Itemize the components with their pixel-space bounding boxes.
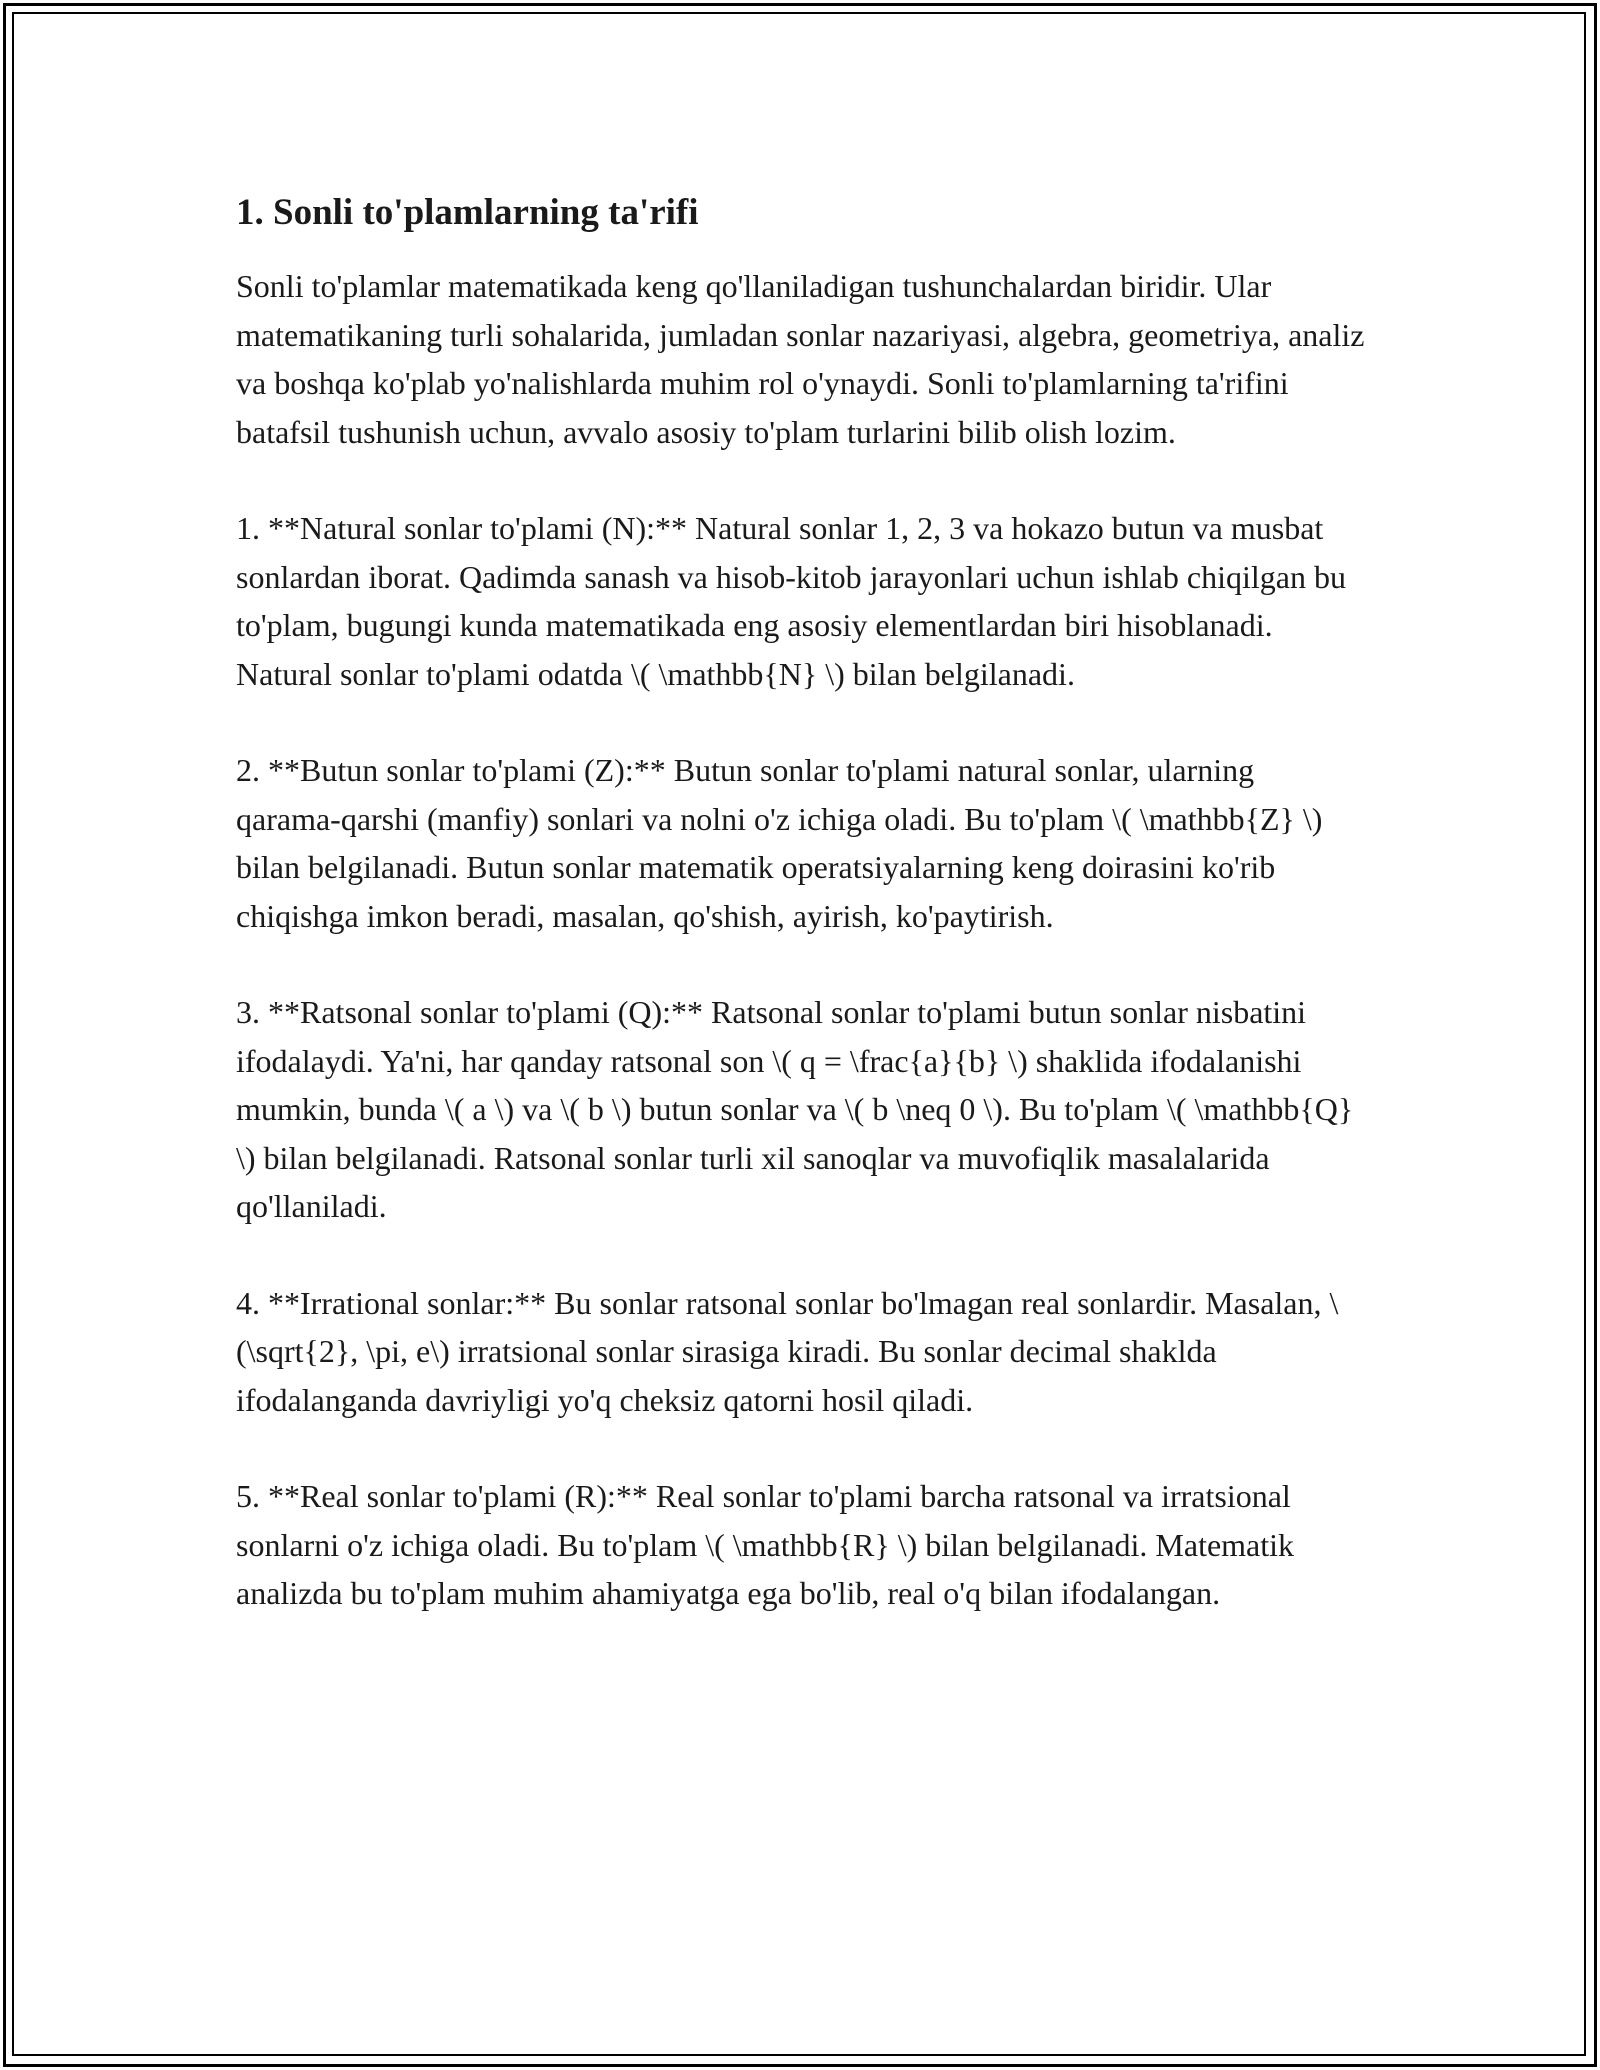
document-body [236,186,1366,1666]
integers-paragraph: 2. **Butun sonlar to'plami (Z):** Butun sonlar to'plami natural sonlar, ularning qarama-qarshi (manfiy) sonlari va nolni o'z ichiga oladi. Bu to'plam \( \mathbb{Z} \) bilan belgilanadi. Butun sonlar matematik operatsiyalarning keng doirasini ko'rib chiqishga imkon beradi, masalan, qo'shish, ayirish, ko'paytirish. [236,752,1323,934]
real-numbers-paragraph: 5. **Real sonlar to'plami (R):** Real sonlar to'plami barcha ratsonal va irratsional sonlarni o'z ichiga oladi. Bu to'plam \( \mathbb{R} \) bilan belgilanadi. Matematik analizda bu to'plam muhim ahamiyatga ega bo'lib, real o'q bilan ifodalangan. [236,1478,1295,1611]
rational-numbers-paragraph: 3. **Ratsonal sonlar to'plami (Q):** Ratsonal sonlar to'plami butun sonlar nisbatini ifodalaydi. Ya'ni, har qanday ratsonal son \( q = \frac{a}{b} \) shaklida ifodalanishi mumkin, bunda \( a \) va \( b \) butun sonlar va \( b \neq 0 \). Bu to'plam \( \mathbb{Q} \) bilan belgilanadi. Ratsonal sonlar turli xil sanoqlar va muvofiqlik masalalarida qo'llaniladi. [236,994,1354,1224]
section-heading: 1. Sonli to'plamlarning ta'rifi [236,192,699,233]
irrational-numbers-paragraph: 4. **Irrational sonlar:** Bu sonlar ratsonal sonlar bo'lmagan real sonlardir. Masalan, \(\sqrt{2}, \pi, e\) irratsional sonlar sirasiga kiradi. Bu sonlar decimal shaklda ifodalanganda davriyligi yo'q cheksiz qatorni hosil qiladi. [236,1284,1339,1418]
natural-numbers-paragraph: 1. **Natural sonlar to'plami (N):** Natural sonlar 1, 2, 3 va hokazo butun va musbat sonlardan iborat. Qadimda sanash va hisob-kitob jarayonlari uchun ishlab chiqilgan bu to'plam, bugungi kunda matematikada eng asosiy elementlardan biri hisoblanadi. Natural sonlar to'plami odatda \( \mathbb{N} \) bilan belgilanadi. [236,510,1346,692]
intro-paragraph: Sonli to'plamlar matematikada keng qo'llaniladigan tushunchalardan biridir. Ular matematikaning turli sohalarida, jumladan sonlar nazariyasi, algebra, geometriya, analiz va boshqa ko'plab yo'nalishlarda muhim rol o'ynaydi. Sonli to'plamlarning ta'rifini batafsil tushunish uchun, avvalo asosiy to'plam turlarini bilib olish lozim. [236,268,1365,450]
